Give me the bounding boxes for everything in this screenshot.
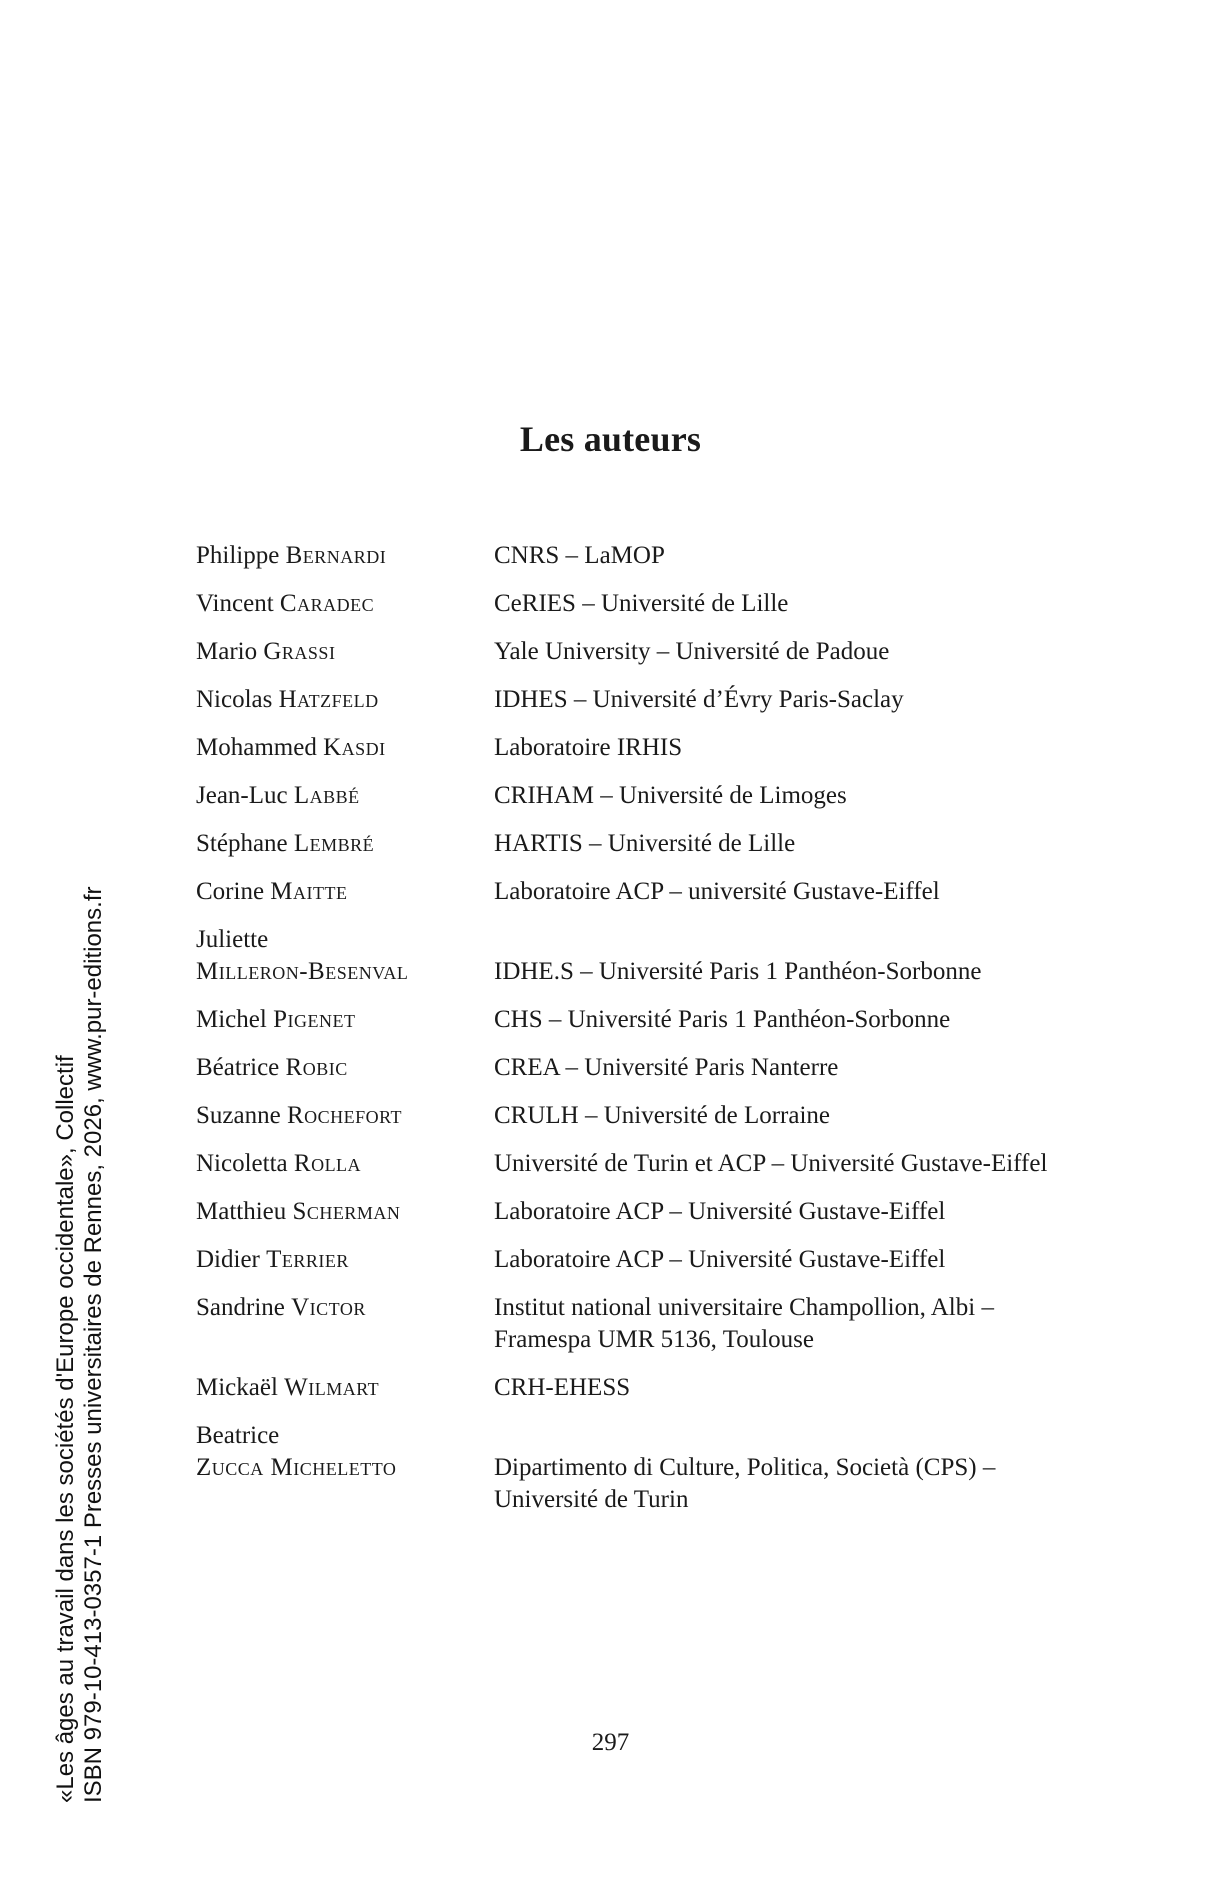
authors-list bbox=[196, 540, 1096, 1532]
author-affiliation: HARTIS – Université de Lille bbox=[494, 830, 796, 857]
author-name bbox=[196, 924, 494, 988]
author-surname: Labbé bbox=[293, 782, 360, 809]
author-row bbox=[196, 636, 1096, 668]
author-name bbox=[196, 1052, 494, 1084]
author-first-name: Matthieu bbox=[196, 1198, 287, 1225]
author-affiliation: CRIHAM – Université de Limoges bbox=[494, 782, 847, 809]
page-number: 297 bbox=[591, 1729, 630, 1756]
author-surname: Bernardi bbox=[285, 542, 387, 569]
author-surname: Hatzfeld bbox=[278, 686, 379, 713]
author-name bbox=[196, 1004, 494, 1036]
author-name bbox=[196, 1244, 494, 1276]
author-first-name: Beatrice bbox=[196, 1422, 280, 1449]
author-first-name: Nicolas bbox=[196, 686, 273, 713]
author-name bbox=[196, 780, 494, 812]
author-row bbox=[196, 1100, 1096, 1132]
author-first-name: Mario bbox=[196, 638, 258, 665]
author-affiliation: CHS – Université Paris 1 Panthéon-Sorbonne bbox=[494, 1006, 951, 1033]
author-row bbox=[196, 732, 1096, 764]
author-first-name: Mickaël bbox=[196, 1374, 278, 1401]
author-surname: Maitte bbox=[270, 878, 348, 905]
author-first-name: Jean-Luc bbox=[196, 782, 288, 809]
author-surname: Robic bbox=[285, 1054, 348, 1081]
author-name bbox=[196, 540, 494, 572]
copyright-line-1: «Les âges au travail dans les sociétés d'Europe occidentale», Collectif bbox=[52, 1055, 79, 1803]
author-row bbox=[196, 1292, 1096, 1356]
author-affiliation: Laboratoire IRHIS bbox=[494, 734, 683, 761]
author-affiliation: Laboratoire ACP – Université Gustave-Eiffel bbox=[494, 1198, 946, 1225]
copyright-line-2: ISBN 979-10-413-0357-1 Presses universitaires de Rennes, 2026, www.pur-editions.fr bbox=[80, 886, 107, 1803]
author-first-name: Stéphane bbox=[196, 830, 288, 857]
author-name bbox=[196, 732, 494, 764]
author-surname: Rolla bbox=[293, 1150, 362, 1177]
author-affiliation: Institut national universitaire Champollion, Albi – Framespa UMR 5136, Toulouse bbox=[494, 1294, 994, 1353]
author-name bbox=[196, 1292, 494, 1324]
author-first-name: Corine bbox=[196, 878, 265, 905]
author-surname: Terrier bbox=[266, 1246, 349, 1273]
author-row bbox=[196, 876, 1096, 908]
author-surname: Victor bbox=[291, 1294, 366, 1321]
author-name bbox=[196, 1372, 494, 1404]
author-first-name: Juliette bbox=[196, 926, 269, 953]
author-surname: Kasdi bbox=[323, 734, 386, 761]
author-name bbox=[196, 636, 494, 668]
author-row bbox=[196, 1420, 1096, 1516]
author-affiliation: CREA – Université Paris Nanterre bbox=[494, 1054, 839, 1081]
author-affiliation: CNRS – LaMOP bbox=[494, 542, 665, 569]
author-surname: Caradec bbox=[279, 590, 375, 617]
author-affiliation: CRH-EHESS bbox=[494, 1374, 631, 1401]
copyright-notice bbox=[52, 803, 108, 1803]
author-name bbox=[196, 1148, 494, 1180]
author-first-name: Vincent bbox=[196, 590, 274, 617]
author-row bbox=[196, 1244, 1096, 1276]
author-name bbox=[196, 876, 494, 908]
author-surname: Zucca Micheletto bbox=[196, 1454, 397, 1481]
author-row bbox=[196, 780, 1096, 812]
author-affiliation: CRULH – Université de Lorraine bbox=[494, 1102, 831, 1129]
author-first-name: Béatrice bbox=[196, 1054, 280, 1081]
author-row bbox=[196, 828, 1096, 860]
author-first-name: Mohammed bbox=[196, 734, 317, 761]
author-name bbox=[196, 1196, 494, 1228]
author-affiliation: IDHE.S – Université Paris 1 Panthéon-Sorbonne bbox=[494, 958, 982, 985]
author-name bbox=[196, 1420, 494, 1484]
author-row bbox=[196, 1004, 1096, 1036]
author-first-name: Suzanne bbox=[196, 1102, 281, 1129]
author-name bbox=[196, 684, 494, 716]
author-first-name: Nicoletta bbox=[196, 1150, 288, 1177]
author-first-name: Michel bbox=[196, 1006, 267, 1033]
author-first-name: Philippe bbox=[196, 542, 280, 569]
author-name bbox=[196, 828, 494, 860]
author-surname: Pigenet bbox=[273, 1006, 356, 1033]
author-row bbox=[196, 1196, 1096, 1228]
author-surname: Grassi bbox=[263, 638, 336, 665]
author-affiliation: IDHES – Université d’Évry Paris-Saclay bbox=[494, 686, 904, 713]
author-affiliation: Dipartimento di Culture, Politica, Società (CPS) – Université de Turin bbox=[494, 1454, 996, 1513]
author-row bbox=[196, 684, 1096, 716]
author-affiliation: Laboratoire ACP – université Gustave-Eiffel bbox=[494, 878, 940, 905]
author-affiliation: Laboratoire ACP – Université Gustave-Eiffel bbox=[494, 1246, 946, 1273]
author-row bbox=[196, 540, 1096, 572]
author-affiliation: CeRIES – Université de Lille bbox=[494, 590, 789, 617]
author-name bbox=[196, 588, 494, 620]
author-row bbox=[196, 924, 1096, 988]
author-affiliation: Université de Turin et ACP – Université Gustave-Eiffel bbox=[494, 1150, 1048, 1177]
author-surname: Milleron-Besenval bbox=[196, 958, 409, 985]
page-title: Les auteurs bbox=[519, 419, 702, 459]
author-row bbox=[196, 1052, 1096, 1084]
author-row bbox=[196, 588, 1096, 620]
author-surname: Wilmart bbox=[284, 1374, 380, 1401]
author-surname: Rochefort bbox=[286, 1102, 403, 1129]
author-first-name: Didier bbox=[196, 1246, 260, 1273]
author-affiliation: Yale University – Université de Padoue bbox=[494, 638, 890, 665]
author-first-name: Sandrine bbox=[196, 1294, 285, 1321]
author-name bbox=[196, 1100, 494, 1132]
author-row bbox=[196, 1372, 1096, 1404]
author-surname: Lembré bbox=[293, 830, 375, 857]
author-surname: Scherman bbox=[292, 1198, 401, 1225]
author-row bbox=[196, 1148, 1096, 1180]
